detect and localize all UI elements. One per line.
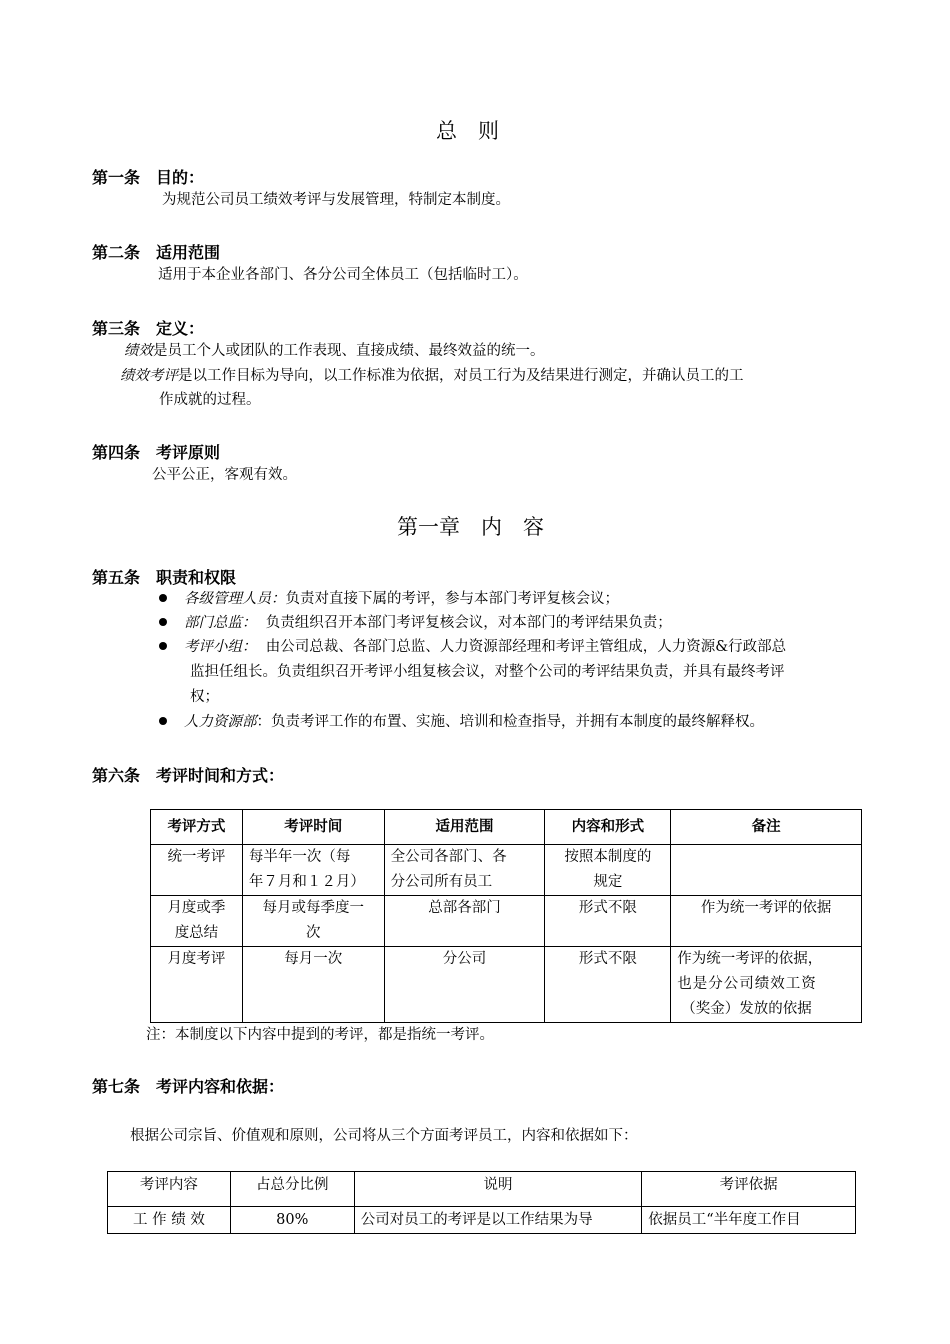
table-cell: 80% xyxy=(230,1207,354,1234)
table-header-row xyxy=(108,1172,856,1207)
table-cell: 每半年一次（每 年７月和１２月） xyxy=(242,845,384,896)
article-4-body: 公平公正，客观有效。 xyxy=(152,467,297,483)
table-cell: 作为统一考评的依据， 也是分公司绩效工资 （奖金）发放的依据 xyxy=(671,947,862,1023)
article-4-heading: 第四条 考评原则 xyxy=(92,443,221,462)
bullet-icon xyxy=(159,618,167,626)
bullet-icon xyxy=(159,717,167,725)
table-cell: 分公司 xyxy=(384,947,545,1023)
table-cell: 形式不限 xyxy=(545,947,671,1023)
header-cell: 备注 xyxy=(671,810,862,845)
bullet-icon xyxy=(159,642,167,650)
table-cell: 每月一次 xyxy=(242,947,384,1023)
duty-hr-text: ：负责考评工作的布置、实施、培训和检查指导，并拥有本制度的最终解释权。 xyxy=(256,714,764,730)
article-6-heading: 第六条 考评时间和方式： xyxy=(92,766,285,785)
duty-managers-term: 各级管理人员： xyxy=(184,591,286,607)
header-cell: 考评内容 xyxy=(108,1172,231,1207)
table-note: 注：本制度以下内容中提到的考评，都是指统一考评。 xyxy=(146,1027,494,1043)
definition-performance-text: 是员工个人或团队的工作表现、直接成绩、最终效益的统一。 xyxy=(153,343,545,359)
duty-directors-term: 部门总监： xyxy=(184,615,257,631)
bullet-icon xyxy=(159,594,167,602)
term-appraisal: 绩效考评 xyxy=(120,368,178,384)
term-performance: 绩效 xyxy=(124,343,153,359)
duty-managers-text: 负责对直接下属的考评，参与本部门考评复核会议； xyxy=(285,591,619,607)
header-cell: 适用范围 xyxy=(384,810,545,845)
table-cell: 每月或每季度一 次 xyxy=(242,896,384,947)
table-cell: 工 作 绩 效 xyxy=(108,1207,231,1234)
duty-committee-cont2: 权； xyxy=(190,689,219,705)
article-2-body: 适用于本企业各部门、各分公司全体员工（包括临时工）。 xyxy=(158,267,528,283)
table-cell: 统一考评 xyxy=(151,845,243,896)
header-cell: 考评方式 xyxy=(151,810,243,845)
table-cell: 总部各部门 xyxy=(384,896,545,947)
header-cell: 考评时间 xyxy=(242,810,384,845)
duty-committee xyxy=(184,635,786,659)
header-cell: 考评依据 xyxy=(642,1172,856,1207)
table-cell: 月度或季 度总结 xyxy=(151,896,243,947)
article-7-heading: 第七条 考评内容和依据： xyxy=(92,1077,285,1096)
table-row xyxy=(151,896,862,947)
duty-hr-term: 人力资源部 xyxy=(184,714,257,730)
article-3-heading: 第三条 定义： xyxy=(92,319,205,338)
table-cell: 作为统一考评的依据 xyxy=(671,896,862,947)
table-cell xyxy=(671,845,862,896)
article-2-heading: 第二条 适用范围 xyxy=(92,243,221,262)
table-cell: 按照本制度的 规定 xyxy=(545,845,671,896)
definition-appraisal-cont: 作成就的过程。 xyxy=(159,392,261,408)
table-cell: 依据员工“半年度工作目 xyxy=(642,1207,856,1234)
header-cell: 占总分比例 xyxy=(230,1172,354,1207)
section-title-general: 总 则 xyxy=(436,119,499,143)
chapter-1-title: 第一章 内 容 xyxy=(397,515,544,539)
table-cell: 形式不限 xyxy=(545,896,671,947)
table-row xyxy=(151,947,862,1023)
header-cell: 内容和形式 xyxy=(545,810,671,845)
definition-appraisal xyxy=(120,364,744,388)
table-cell: 月度考评 xyxy=(151,947,243,1023)
duty-committee-text: 由公司总裁、各部门总监、人力资源部经理和考评主管组成，人力资源&行政部总 xyxy=(265,639,787,655)
table-cell: 全公司各部门、各 分公司所有员工 xyxy=(384,845,545,896)
article-5-heading: 第五条 职责和权限 xyxy=(92,568,237,587)
schedule-table xyxy=(150,809,862,1023)
header-cell: 说明 xyxy=(354,1172,642,1207)
article-7-intro: 根据公司宗旨、价值观和原则，公司将从三个方面考评员工，内容和依据如下： xyxy=(130,1128,638,1144)
definition-appraisal-text: 是以工作目标为导向，以工作标准为依据，对员工行为及结果进行测定，并确认员工的工 xyxy=(178,368,744,384)
article-1-body: 为规范公司员工绩效考评与发展管理，特制定本制度。 xyxy=(162,192,510,208)
duty-hr xyxy=(184,710,764,734)
article-1-heading: 第一条 目的： xyxy=(92,168,205,187)
content-table xyxy=(107,1171,856,1234)
duty-committee-term: 考评小组： xyxy=(184,639,257,655)
duty-directors-text: 负责组织召开本部门考评复核会议，对本部门的考评结果负责； xyxy=(265,615,672,631)
table-row xyxy=(151,845,862,896)
definition-performance xyxy=(124,339,545,363)
table-cell: 公司对员工的考评是以工作结果为导 xyxy=(354,1207,642,1234)
duty-managers xyxy=(184,587,619,611)
duty-committee-cont: 监担任组长。负责组织召开考评小组复核会议，对整个公司的考评结果负责，并具有最终考评 xyxy=(190,664,785,680)
table-row xyxy=(108,1207,856,1234)
table-header-row xyxy=(151,810,862,845)
duty-directors xyxy=(184,611,672,635)
